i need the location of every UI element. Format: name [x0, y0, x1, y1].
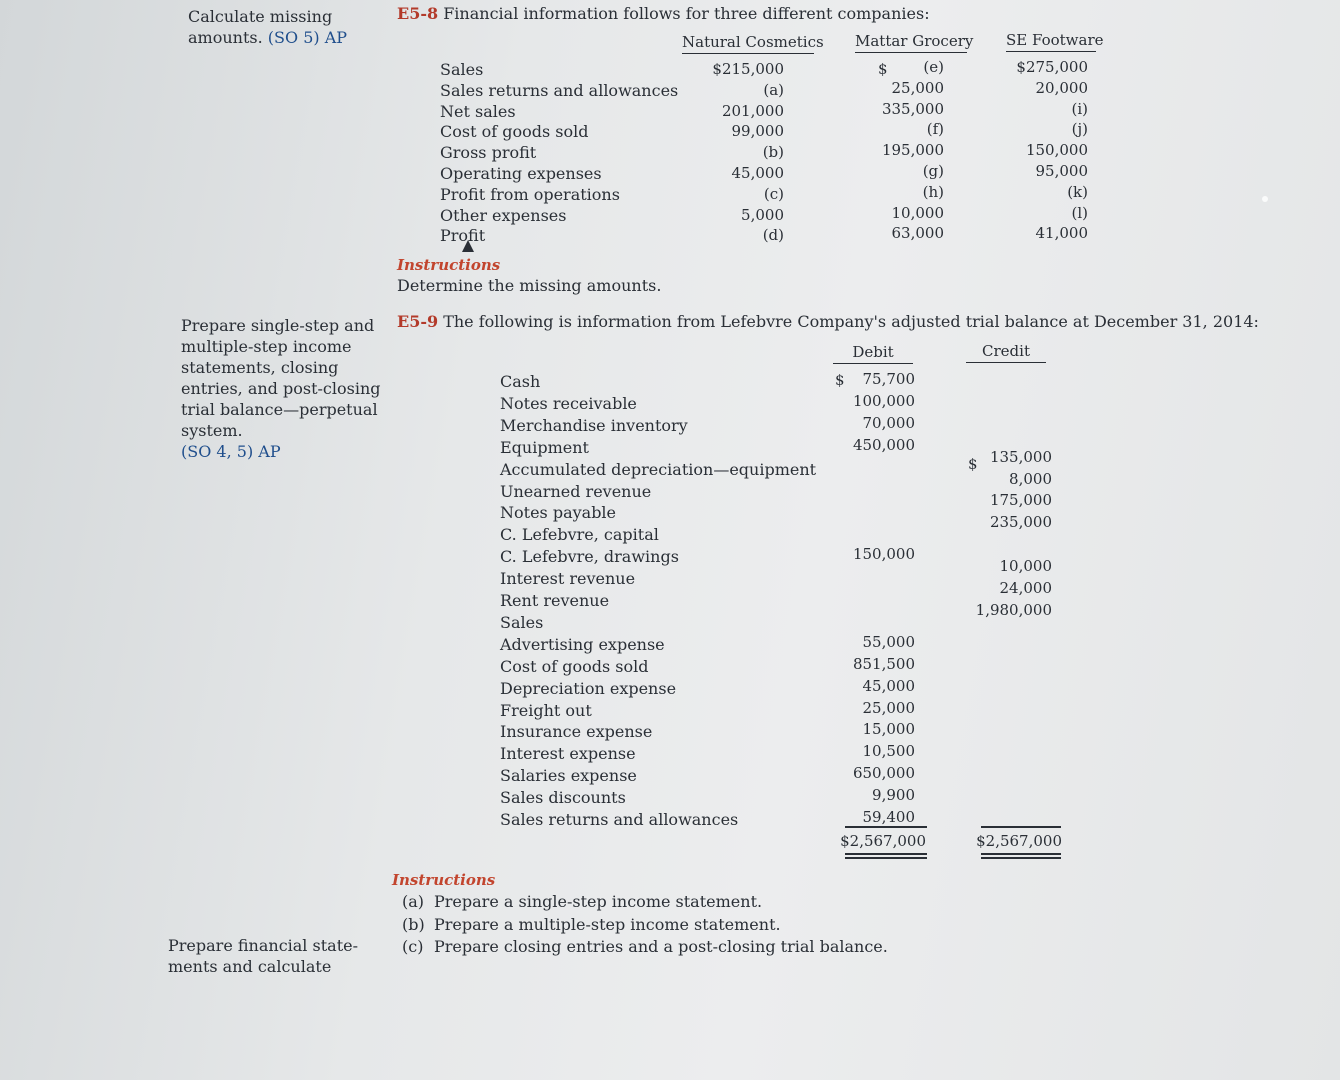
e58-row-label: Cost of goods sold [440, 122, 589, 142]
e59-credit-cell: 1,980,000 [975, 600, 1052, 619]
e59-instructions-label: Instructions [392, 871, 496, 889]
e59-credit-cell: 175,000 [989, 491, 1052, 510]
e58-side-so: (SO 5) AP [267, 28, 348, 47]
credit-double-rule-1 [981, 853, 1061, 855]
e58-row-label: Operating expenses [440, 164, 602, 183]
e59-row-label: Cash [500, 372, 541, 391]
instruction-text: Prepare a multiple-step income statement. [434, 914, 781, 934]
credit-dollar-sign: $ [968, 455, 978, 473]
e58-cell: 99,000 [731, 122, 784, 141]
e59-debit-cell: 75,700 [862, 370, 915, 388]
e59-row-label: Sales returns and allowances [500, 810, 739, 829]
paper-speck [1262, 196, 1268, 202]
e58-row-label: Net sales [440, 101, 516, 121]
e59-debit-cell: 450,000 [852, 435, 915, 454]
mouse-cursor-icon [462, 240, 474, 252]
e59-row-label: Equipment [500, 437, 589, 457]
e59-row-label: Merchandise inventory [500, 415, 688, 435]
instruction-text: Prepare closing entries and a post-closing trial balance. [434, 937, 888, 956]
e58-cell: 201,000 [721, 101, 784, 120]
e59-row-label: Interest expense [500, 744, 636, 764]
e59-row-label: Notes receivable [500, 393, 637, 413]
debit-sum-rule [845, 826, 927, 828]
total-debit: $2,567,000 [840, 832, 926, 850]
e58-cell: 45,000 [731, 164, 784, 182]
e58-cell: (a) [763, 80, 784, 99]
e59-credit-cell: 135,000 [989, 447, 1052, 466]
debit-dollar-sign: $ [835, 371, 845, 389]
e58-cell: (b) [762, 143, 784, 162]
e59-debit-cell: 10,500 [862, 742, 915, 761]
e59-debit-cell: 150,000 [852, 545, 915, 564]
e58-cell: (h) [922, 182, 944, 201]
e58-cell: 63,000 [891, 224, 944, 243]
e59-credit-cell: 8,000 [1009, 469, 1052, 488]
e59-row-label: Advertising expense [500, 634, 665, 654]
e58-cell: $ [878, 60, 888, 78]
e58-cell: 195,000 [881, 141, 944, 160]
instruction-letter: (c) [402, 937, 424, 956]
e59-row-label: Sales [500, 612, 544, 632]
e58-number: E5-8 [397, 4, 439, 23]
e59-side-note [181, 315, 381, 462]
e59-debit-cell: 55,000 [862, 632, 915, 651]
e59-row-label: Freight out [500, 700, 592, 720]
e59-row-label: C. Lefebvre, drawings [500, 547, 679, 567]
e58-cell: $215,000 [712, 60, 784, 78]
e58-row-label: Sales [440, 60, 484, 79]
e59-debit-cell: 851,500 [852, 654, 915, 673]
e58-cell: 10,000 [891, 203, 944, 222]
e58-cell: (l) [1071, 203, 1088, 222]
instruction-letter: (a) [402, 892, 425, 911]
total-credit: $2,567,000 [976, 832, 1062, 850]
e59-credit-cell: 235,000 [989, 513, 1052, 532]
e59-debit-cell: 25,000 [862, 698, 915, 717]
e59-row-label: Depreciation expense [500, 678, 677, 698]
col-mattar-grocery: Mattar Grocery [855, 32, 967, 53]
e58-instructions-label: Instructions [397, 256, 501, 274]
e58-side-note [188, 6, 378, 48]
e58-instructions: Determine the missing amounts. [397, 276, 662, 295]
e59-row-label: Sales discounts [500, 788, 626, 808]
e59-row-label: Accumulated depreciation—equipment [500, 459, 817, 479]
e59-row-label: Unearned revenue [500, 481, 652, 501]
e59-debit-cell: 15,000 [862, 720, 915, 739]
e58-cell: (d) [762, 226, 784, 245]
e59-heading [397, 312, 1259, 331]
e59-number: E5-9 [397, 312, 439, 331]
e58-cell: (e) [923, 58, 944, 76]
e58-cell: 41,000 [1035, 224, 1088, 243]
e59-credit-cell: 10,000 [999, 557, 1052, 576]
instruction-text: Prepare a single-step income statement. [434, 892, 763, 911]
e59-row-label: Salaries expense [500, 766, 637, 786]
col-credit: Credit [966, 342, 1046, 363]
e58-cell: (f) [926, 120, 944, 139]
credit-sum-rule [981, 826, 1061, 828]
e58-side-text: Calculate missing amounts. [188, 7, 333, 47]
e59-debit-cell: 100,000 [852, 391, 915, 410]
e58-cell: (i) [1071, 99, 1088, 118]
e59-debit-cell: 650,000 [852, 764, 915, 783]
debit-double-rule-2 [845, 857, 927, 859]
e58-cell: 20,000 [1035, 78, 1088, 97]
e58-row-label: Other expenses [440, 205, 567, 225]
col-natural-cosmetics: Natural Cosmetics [682, 33, 814, 54]
e58-heading [397, 4, 930, 23]
e59-side-text: Prepare single-step and multiple-step income statements, closing entries, and post-closing trial balance—perpetual system. [181, 316, 381, 440]
e59-row-label: Cost of goods sold [500, 656, 649, 676]
e59-row-label: Notes payable [500, 503, 617, 523]
e58-row-label: Profit from operations [440, 184, 620, 204]
e59-debit-cell: 70,000 [862, 413, 915, 432]
next-side-note: Prepare financial state-ments and calculate [168, 936, 358, 975]
col-debit: Debit [833, 343, 913, 364]
credit-double-rule-2 [981, 857, 1061, 859]
e58-cell: 95,000 [1035, 162, 1088, 180]
col-se-footware: SE Footware [1006, 31, 1096, 52]
e58-cell: (k) [1067, 182, 1088, 201]
debit-double-rule-1 [845, 853, 927, 855]
e59-row-label: Rent revenue [500, 591, 610, 610]
e59-row-label: Interest revenue [500, 569, 636, 589]
e58-cell: $275,000 [1016, 58, 1088, 76]
e58-cell: 150,000 [1025, 141, 1088, 160]
e58-row-label: Sales returns and allowances [440, 80, 679, 100]
e58-cell: 5,000 [741, 205, 784, 224]
instruction-letter: (b) [402, 914, 425, 934]
e58-cell: (c) [763, 184, 784, 203]
e59-debit-cell: 45,000 [862, 676, 915, 695]
e59-debit-cell: 59,400 [862, 808, 915, 826]
e58-cell: (g) [922, 162, 944, 180]
e59-debit-cell: 9,900 [872, 786, 915, 805]
e59-heading-text: The following is information from Lefebvre Company's adjusted trial balance at December 31, 2014: [443, 312, 1259, 331]
e59-row-label: C. Lefebvre, capital [500, 525, 659, 545]
e59-row-label: Insurance expense [500, 722, 653, 742]
e59-credit-cell: 24,000 [999, 579, 1052, 597]
e58-cell: 25,000 [891, 78, 944, 97]
e58-row-label: Gross profit [440, 143, 537, 163]
e58-cell: 335,000 [881, 99, 944, 118]
e58-row-label: Profit [440, 226, 486, 246]
e58-cell: (j) [1071, 120, 1088, 139]
e58-heading-text: Financial information follows for three different companies: [443, 4, 930, 23]
e59-side-so: (SO 4, 5) AP [181, 442, 281, 461]
